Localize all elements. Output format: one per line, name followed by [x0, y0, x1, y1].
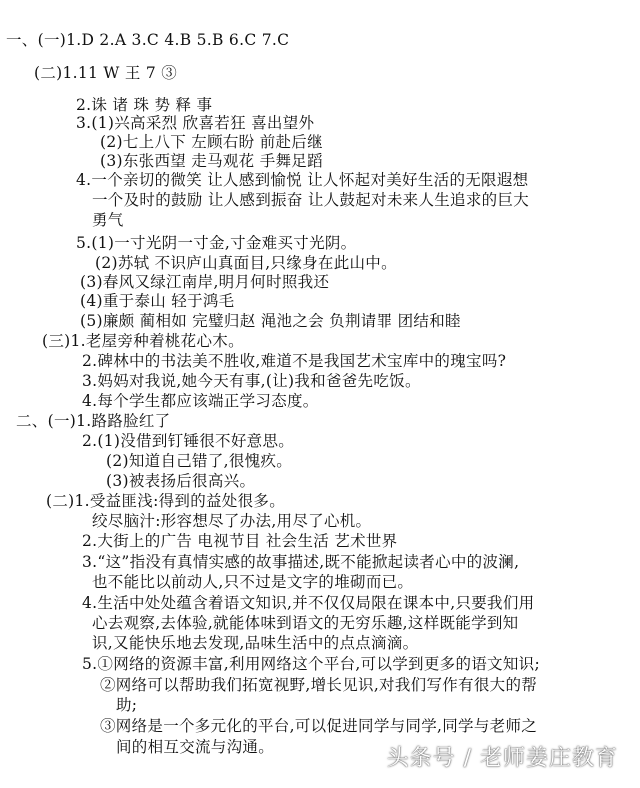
- line-31: 5.①网络的资源丰富,利用网络这个平台,可以学到更多的语文知识;: [82, 655, 540, 673]
- line-15: (三)1.老屋旁种着桃花心木。: [42, 332, 244, 350]
- line-24: 绞尽脑汁:形容想尽了办法,用尽了心机。: [92, 512, 372, 530]
- line-16: 2.碑林中的书法美不胜收,难道不是我国艺术宝库中的瑰宝吗?: [82, 352, 507, 370]
- line-28: 4.生活中处处蕴含着语文知识,并不仅仅局限在课本中,只要我们用: [82, 594, 535, 612]
- line-4: 3.(1)兴高采烈 欣喜若狂 喜出望外: [76, 114, 315, 132]
- line-19: 二、(一)1.路路脸红了: [16, 412, 171, 430]
- line-9: 勇气: [92, 211, 124, 229]
- line-5: (2)七上八下 左顾右盼 前赴后继: [100, 133, 323, 151]
- line-2: (二)1.11 W 王 7 ③: [34, 64, 178, 82]
- line-7: 4.一个亲切的微笑 让人感到愉悦 让人怀起对美好生活的无限遐想: [76, 171, 529, 189]
- line-11: (2)苏轼 不识庐山真面目,只缘身在此山中。: [95, 254, 397, 272]
- line-33: 助;: [116, 696, 138, 714]
- line-1: 一、(一)1.D 2.A 3.C 4.B 5.B 6.C 7.C: [6, 31, 290, 49]
- line-3: 2.诛 诸 珠 势 释 事: [76, 96, 213, 114]
- line-20: 2.(1)没借到钉锤很不好意思。: [82, 432, 295, 450]
- line-32: ②网络可以帮助我们拓宽视野,增长见识,对我们写作有很大的帮: [100, 676, 538, 694]
- line-13: (4)重于泰山 轻于鸿毛: [80, 292, 235, 310]
- watermark: 头条号 / 老师姜庄教育: [386, 746, 618, 771]
- line-6: (3)东张西望 走马观花 手舞足蹈: [100, 152, 323, 170]
- line-17: 3.妈妈对我说,她今天有事,(让)我和爸爸先吃饭。: [82, 372, 421, 390]
- line-27: 也不能比以前动人,只不过是文字的堆砌而已。: [92, 573, 414, 591]
- line-22: (3)被表扬后很高兴。: [106, 472, 256, 490]
- line-8: 一个及时的鼓励 让人感到振奋 让人鼓起对未来人生追求的巨大: [92, 191, 530, 209]
- line-30: 识,又能快乐地去发现,品味生活中的点点滴滴。: [92, 634, 419, 652]
- line-14: (5)廉颇 蔺相如 完璧归赵 渑池之会 负荆请罪 团结和睦: [80, 312, 461, 330]
- line-21: (2)知道自己错了,很愧疚。: [106, 452, 293, 470]
- line-12: (3)春风又绿江南岸,明月何时照我还: [80, 273, 330, 291]
- line-10: 5.(1)一寸光阴一寸金,寸金难买寸光阴。: [76, 234, 357, 252]
- line-25: 2.大街上的广告 电视节目 社会生活 艺术世界: [82, 532, 398, 550]
- line-23: (二)1.受益匪浅:得到的益处很多。: [46, 492, 286, 510]
- line-35: 间的相互交流与沟通。: [116, 738, 275, 756]
- line-34: ③网络是一个多元化的平台,可以促进同学与同学,同学与老师之: [100, 717, 538, 735]
- line-26: 3.“这”指没有真情实感的故事描述,既不能掀起读者心中的波澜,: [82, 553, 520, 571]
- line-29: 心去观察,去体验,就能体味到语文的无穷乐趣,这样既能学到知: [92, 614, 519, 632]
- line-18: 4.每个学生都应该端正学习态度。: [82, 392, 319, 410]
